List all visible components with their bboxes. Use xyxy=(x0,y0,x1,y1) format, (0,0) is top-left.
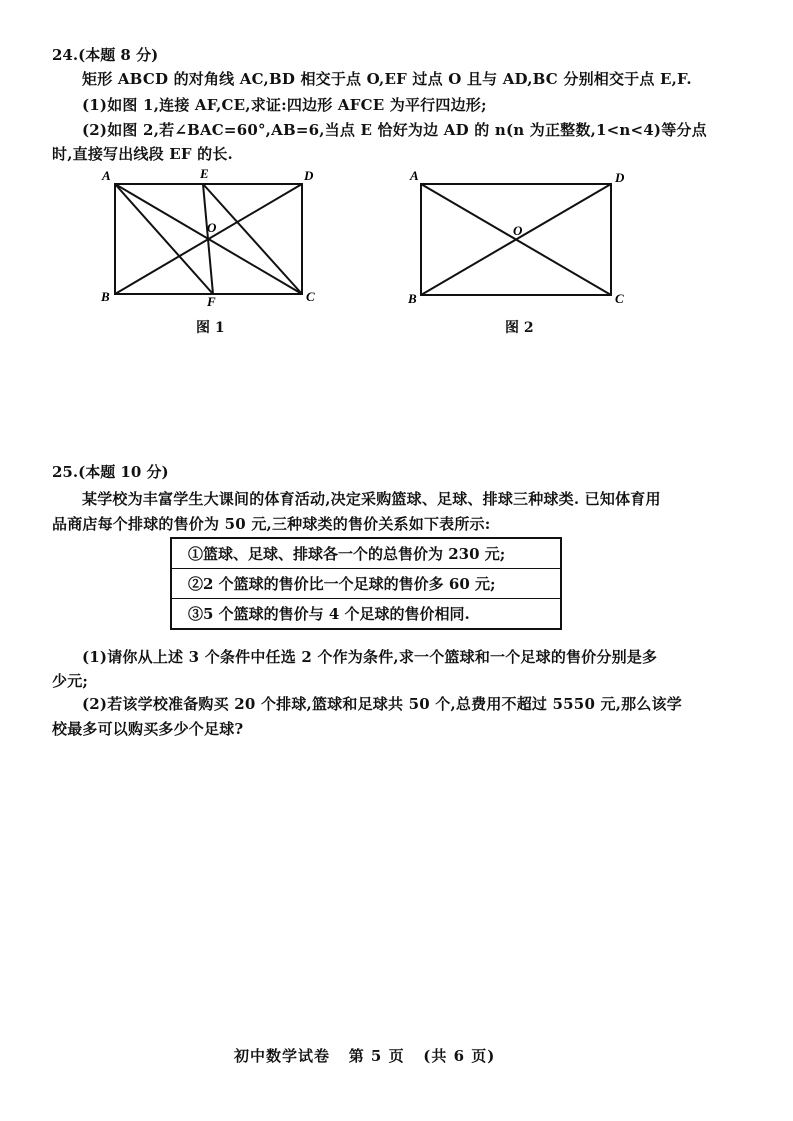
fig1-segment-af xyxy=(115,184,213,294)
q25-part2-line2: 校最多可以购买多少个足球? xyxy=(52,720,244,738)
fig2-label-b: B xyxy=(408,291,417,306)
q24-intro: 矩形 ABCD 的对角线 AC,BD 相交于点 O,EF 过点 O 且与 AD,BC 分别相交于点 E,F. xyxy=(82,70,692,88)
fig1-segment-ef xyxy=(203,184,213,294)
fig2-label-c: C xyxy=(615,291,624,306)
fig1-label-d: D xyxy=(304,168,314,183)
table-row xyxy=(171,538,561,569)
fig1-caption: 图 1 xyxy=(196,320,225,336)
q24-part2-line2: 时,直接写出线段 EF 的长. xyxy=(52,145,233,163)
footer-total: (共 6 页) xyxy=(423,1047,496,1065)
fig2-caption: 图 2 xyxy=(505,320,534,336)
fig1-label-e: E xyxy=(200,166,209,181)
fig2-label-o: O xyxy=(513,223,523,238)
q25-intro-line1: 某学校为丰富学生大课间的体育活动,决定采购篮球、足球、排球三种球类. 已知体育用 xyxy=(82,490,661,508)
q25-part2-line1: (2)若该学校准备购买 20 个排球,篮球和足球共 50 个,总费用不超过 5550 元,那么该学 xyxy=(82,695,682,713)
footer-subject: 初中数学试卷 xyxy=(234,1047,331,1065)
footer-page: 第 5 页 xyxy=(348,1047,405,1065)
fig2-label-d: D xyxy=(615,170,625,185)
table-row xyxy=(171,569,561,599)
q25-intro-line2: 品商店每个排球的售价为 50 元,三种球类的售价关系如下表所示: xyxy=(52,515,491,533)
fig1-label-o: O xyxy=(207,220,217,235)
fig1-label-a: A xyxy=(102,168,111,183)
q25-header: 25.(本题 10 分) xyxy=(52,463,169,481)
figure-1 xyxy=(90,160,340,320)
q24-part2-line1: (2)如图 2,若∠BAC=60°,AB=6,当点 E 恰好为边 AD 的 n(n 为正整数,1<n<4)等分点 xyxy=(82,121,707,139)
q25-part1-line1: (1)请你从上述 3 个条件中任选 2 个作为条件,求一个篮球和一个足球的售价分别是多 xyxy=(82,648,658,666)
fig1-label-b: B xyxy=(101,289,110,304)
fig1-label-c: C xyxy=(306,289,315,304)
condition-3: ③5 个篮球的售价与 4 个足球的售价相同. xyxy=(171,599,561,630)
condition-1: ①篮球、足球、排球各一个的总售价为 230 元; xyxy=(171,538,561,569)
fig2-label-a: A xyxy=(410,168,419,183)
q24-part1: (1)如图 1,连接 AF,CE,求证:四边形 AFCE 为平行四边形; xyxy=(82,96,487,114)
page-footer xyxy=(234,1045,495,1066)
table-row xyxy=(171,599,561,630)
condition-2: ②2 个篮球的售价比一个足球的售价多 60 元; xyxy=(171,569,561,599)
conditions-table xyxy=(170,537,562,630)
figure-2 xyxy=(400,160,640,320)
fig1-label-f: F xyxy=(207,294,216,309)
q24-header: 24.(本题 8 分) xyxy=(52,46,159,64)
fig1-segment-ce xyxy=(203,184,302,294)
q25-part1-line2: 少元; xyxy=(52,672,89,690)
